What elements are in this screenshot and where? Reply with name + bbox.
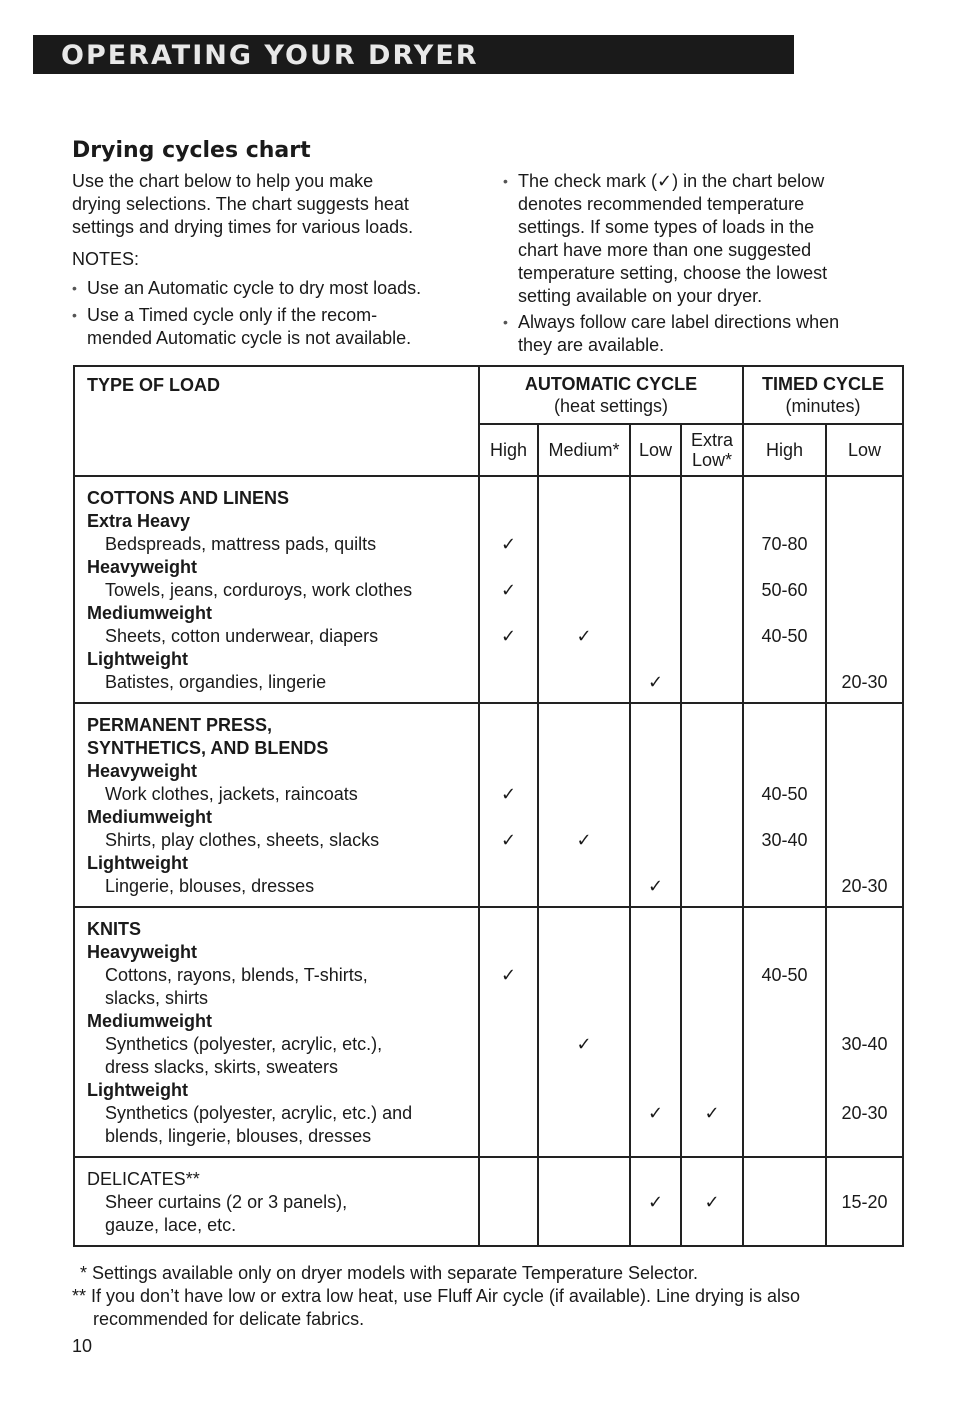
medium-cell: ✓ — [538, 476, 630, 703]
extra-low-cell: ✓ — [681, 1157, 743, 1246]
section-banner — [33, 35, 794, 74]
intro-line: settings and drying times for various loads. — [72, 217, 414, 237]
col-timed-low: Low — [826, 424, 903, 476]
footnote-2: ** If you don’t have low or extra low heat, use Fluff Air cycle (if available). Line drying is also — [72, 1286, 801, 1306]
high-cell: ✓ ✓ — [479, 703, 538, 907]
timed-high-cell — [743, 1157, 826, 1246]
bullet-item: • Always follow care label directions when they are available. — [503, 311, 903, 357]
timed-low-cell: 20-30 — [826, 703, 903, 907]
banner-title: OPERATING YOUR DRYER — [61, 40, 479, 71]
table-row — [74, 703, 903, 907]
bullet-item: • The check mark (✓) in the chart below denotes recommended temperature settings. If some types of loads in the chart have more than one suggested temperature setting, choose the lowest setting available on your dryer. — [503, 170, 903, 308]
page-number: 10 — [72, 1336, 93, 1356]
extra-low-cell — [681, 703, 743, 907]
intro-line: drying selections. The chart suggests heat — [72, 194, 409, 214]
col-high: High — [479, 424, 538, 476]
timed-low-cell: 30-40 20-30 — [826, 907, 903, 1157]
intro-line: Use the chart below to help you make — [72, 171, 374, 191]
medium-cell — [538, 1157, 630, 1246]
table-row — [74, 1157, 903, 1246]
automatic-cycle-header: AUTOMATIC CYCLE (heat settings) — [479, 366, 743, 424]
load-knits: KNITS Heavyweight Cottons, rayons, blends, T-shirts, slacks, shirts Mediumweight Synthetics (polyester, acrylic, etc.), dress slacks, skirts, sweaters Lightweight Synthetics (polyester, acrylic, etc.) and blends, lingerie, blouses, dresses — [74, 907, 479, 1157]
type-of-load-header: TYPE OF LOAD — [74, 366, 479, 476]
left-column — [72, 170, 472, 350]
load-delicates: DELICATES** Sheer curtains (2 or 3 panels), gauze, lace, etc. — [74, 1157, 479, 1246]
medium-cell: ✓ — [538, 703, 630, 907]
high-cell: ✓ — [479, 907, 538, 1157]
col-extra-low: Extra Low* — [681, 424, 743, 476]
note-item: • Use a Timed cycle only if the recom- mended Automatic cycle is not available. — [72, 304, 472, 350]
timed-low-cell: 20-30 — [826, 476, 903, 703]
timed-high-cell: 40-50 — [743, 907, 826, 1157]
load-permanent-press: PERMANENT PRESS, SYNTHETICS, AND BLENDS Heavyweight Work clothes, jackets, raincoats Mediumweight Shirts, play clothes, sheets, slacks Lightweight Lingerie, blouses, dresses — [74, 703, 479, 907]
col-medium: Medium* — [538, 424, 630, 476]
table-row — [74, 476, 903, 703]
high-cell: ✓ ✓ ✓ — [479, 476, 538, 703]
extra-low-cell — [681, 476, 743, 703]
notes-label: NOTES: — [72, 249, 140, 269]
drying-cycles-table — [73, 365, 904, 1247]
high-cell — [479, 1157, 538, 1246]
low-cell: ✓ — [630, 476, 681, 703]
medium-cell: ✓ — [538, 907, 630, 1157]
timed-high-cell: 70-80 50-60 40-50 — [743, 476, 826, 703]
right-column — [503, 170, 903, 357]
low-cell: ✓ — [630, 703, 681, 907]
low-cell: ✓ — [630, 907, 681, 1157]
col-low: Low — [630, 424, 681, 476]
table-row — [74, 907, 903, 1157]
note-item: • Use an Automatic cycle to dry most loads. — [72, 277, 472, 300]
extra-low-cell: ✓ — [681, 907, 743, 1157]
low-cell: ✓ — [630, 1157, 681, 1246]
timed-low-cell: 15-20 — [826, 1157, 903, 1246]
timed-high-cell: 40-50 30-40 — [743, 703, 826, 907]
col-timed-high: High — [743, 424, 826, 476]
footnote-2-cont: recommended for delicate fabrics. — [93, 1309, 365, 1329]
page-title: Drying cycles chart — [72, 138, 311, 163]
load-cottons: COTTONS AND LINENS Extra Heavy Bedspreads, mattress pads, quilts Heavyweight Towels, jeans, corduroys, work clothes Mediumweight Sheets, cotton underwear, diapers Lightweight Batistes, organdies, lingerie — [74, 476, 479, 703]
footnote-1: * Settings available only on dryer models with separate Temperature Selector. — [80, 1263, 699, 1283]
timed-cycle-header: TIMED CYCLE (minutes) — [743, 366, 903, 424]
